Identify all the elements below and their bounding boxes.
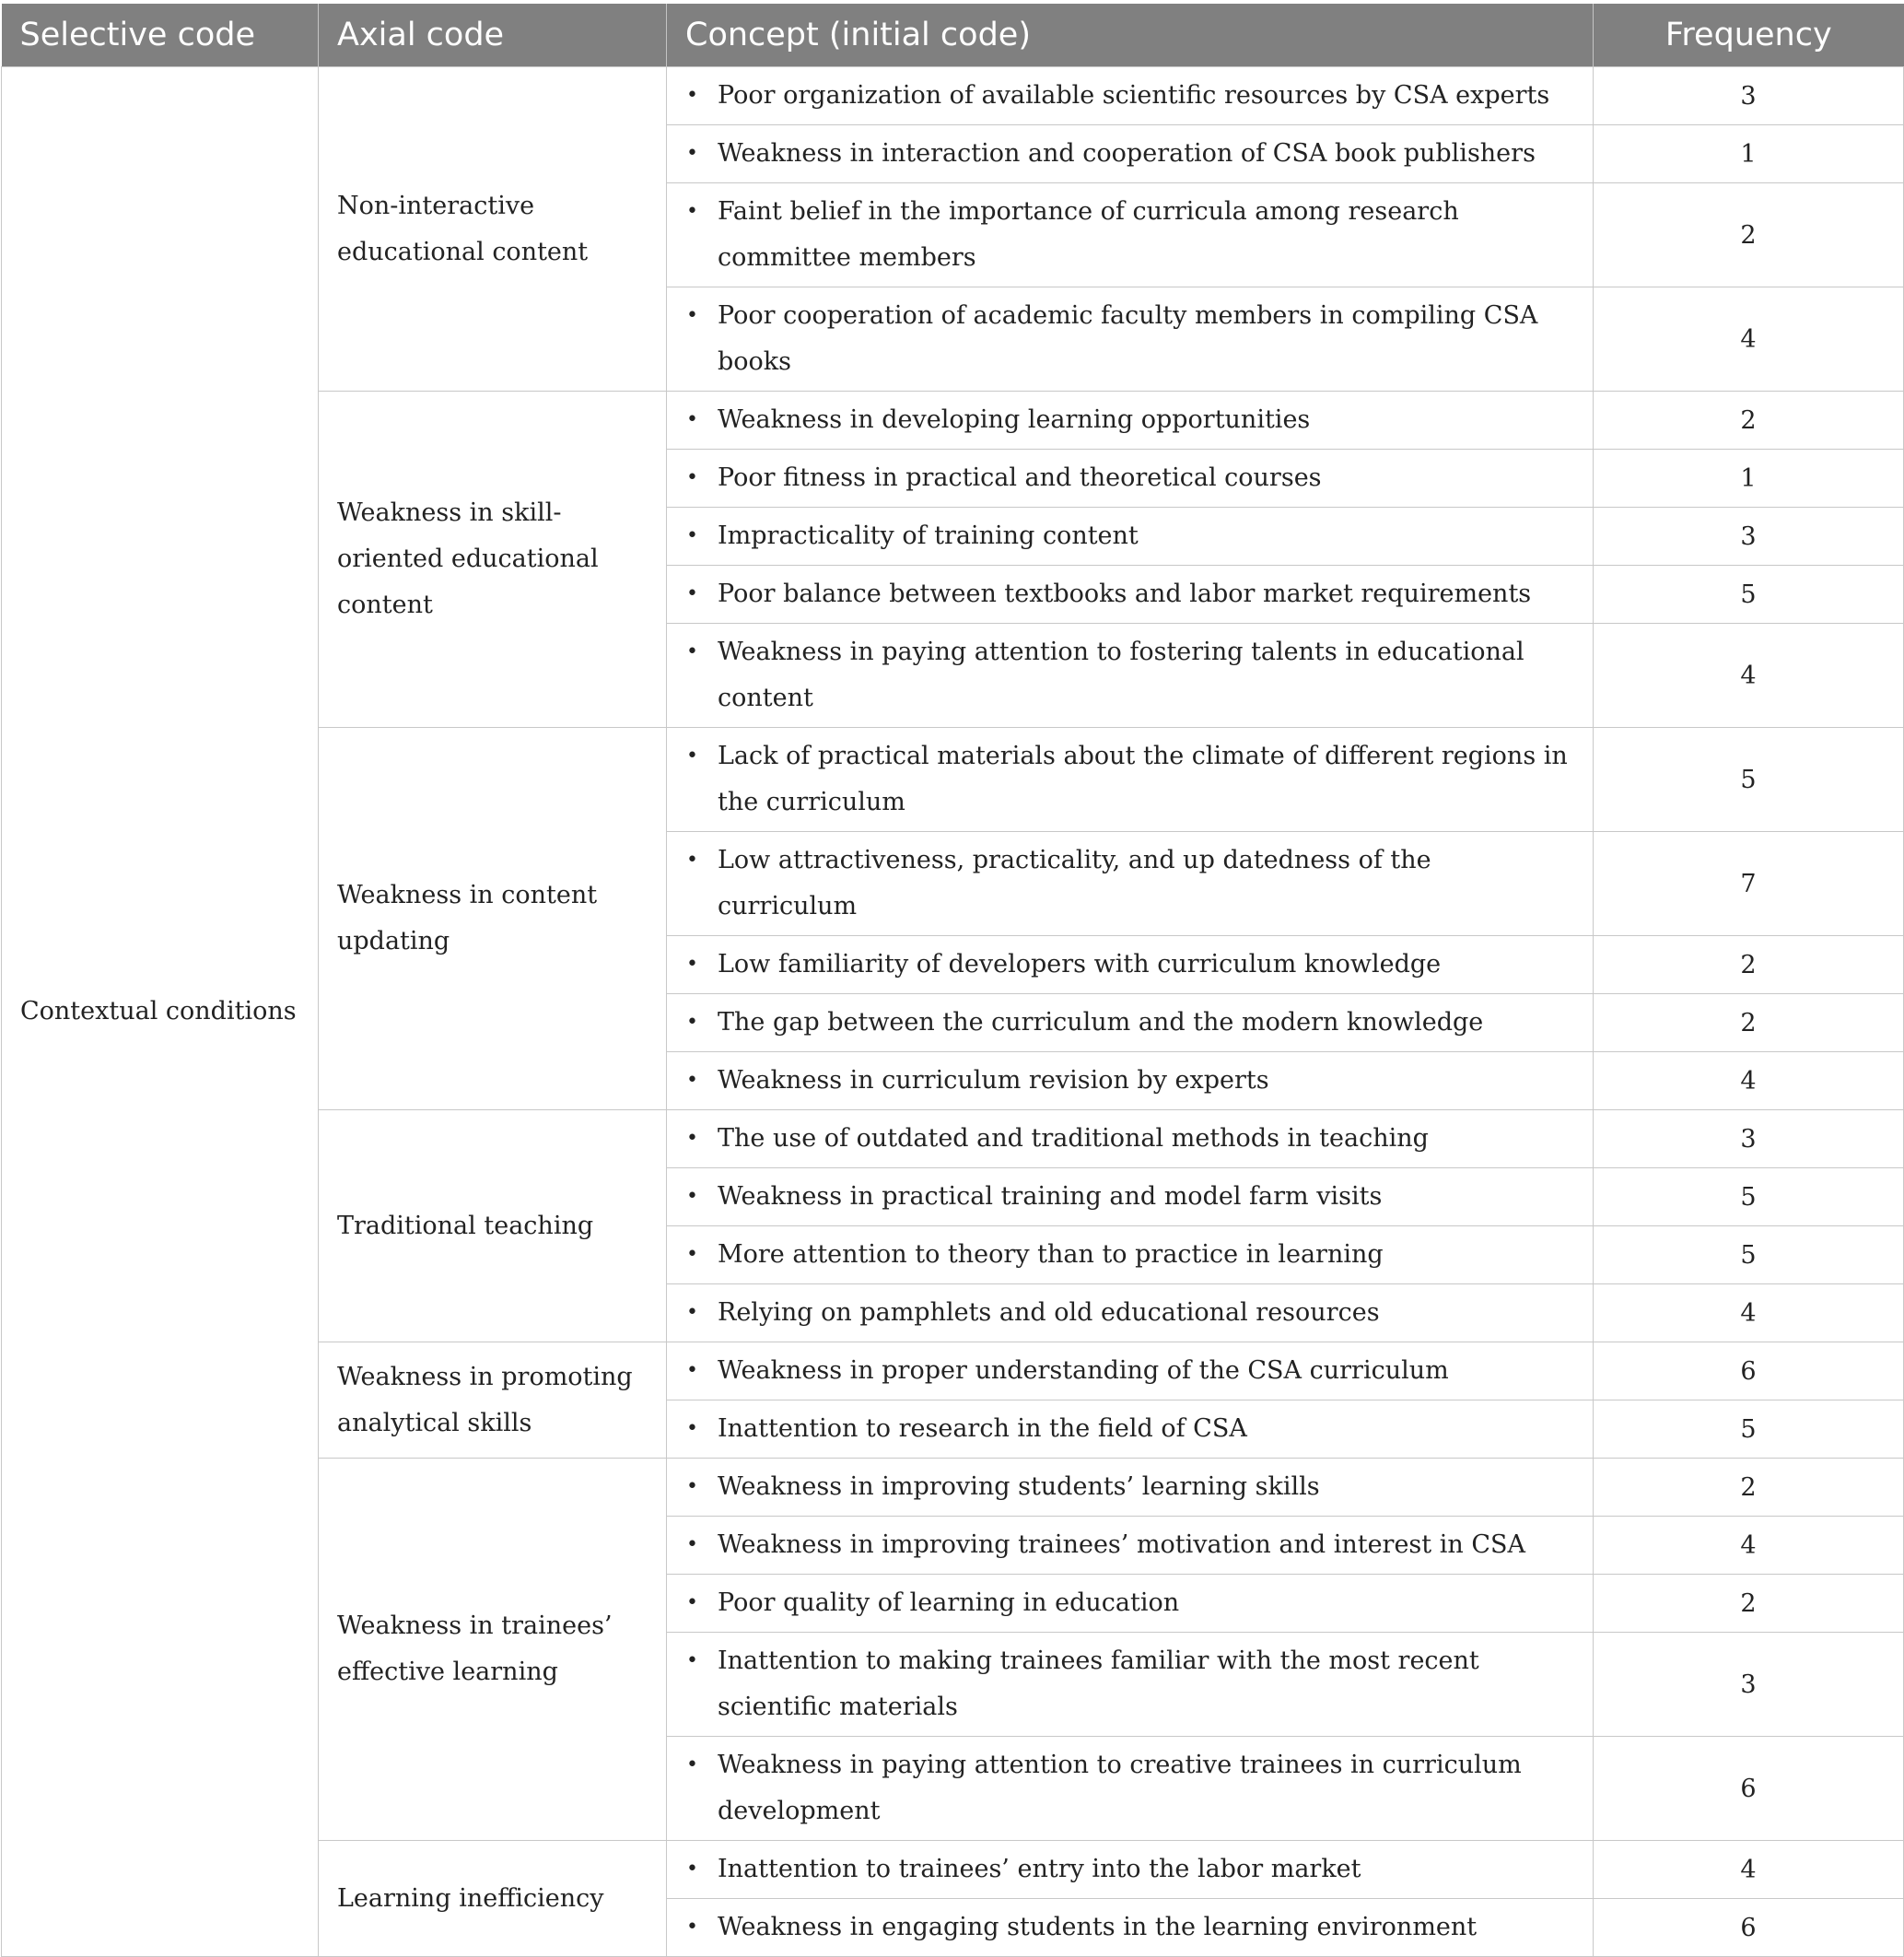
concept-cell: [667, 1052, 1594, 1110]
axial-code-cell: Learning inefficiency: [319, 1841, 667, 1957]
bullet-icon: •: [686, 524, 698, 547]
concept-text: Lack of practical materials about the climate of different regions in the curriculum: [718, 742, 1568, 816]
concept-cell: [667, 1400, 1594, 1459]
bullet-icon: •: [686, 466, 698, 489]
axial-code-cell: Weakness in skill-oriented educational content: [319, 392, 667, 728]
frequency-cell: 4: [1594, 624, 1904, 728]
bullet-icon: •: [686, 1753, 698, 1776]
concept-cell: [667, 392, 1594, 450]
bullet-icon: •: [686, 1475, 698, 1498]
concept-cell: [667, 1841, 1594, 1899]
bullet-icon: •: [686, 744, 698, 768]
frequency-cell: 5: [1594, 728, 1904, 832]
frequency-cell: 4: [1594, 1841, 1904, 1899]
bullet-icon: •: [686, 1301, 698, 1324]
axial-code-cell: Weakness in trainees’ effective learning: [319, 1459, 667, 1841]
concept-text: Weakness in proper understanding of the CSA curriculum: [718, 1356, 1449, 1385]
concept-text: Low attractiveness, practicality, and up datedness of the curriculum: [718, 846, 1431, 920]
header-concept: Concept (initial code): [667, 4, 1594, 67]
concept-text: Weakness in practical training and model farm visits: [718, 1182, 1383, 1211]
bullet-icon: •: [686, 1649, 698, 1672]
frequency-cell: 3: [1594, 67, 1904, 125]
concept-cell: [667, 566, 1594, 624]
frequency-cell: 4: [1594, 1052, 1904, 1110]
bullet-icon: •: [686, 1591, 698, 1614]
concept-cell: [667, 1226, 1594, 1284]
concept-text: Inattention to trainees’ entry into the labor market: [718, 1855, 1361, 1883]
frequency-cell: 2: [1594, 183, 1904, 287]
table-row: [2, 67, 1904, 125]
bullet-icon: •: [686, 640, 698, 663]
concept-cell: [667, 994, 1594, 1052]
concept-cell: [667, 1517, 1594, 1575]
bullet-icon: •: [686, 304, 698, 327]
concept-text: Weakness in curriculum revision by experts: [718, 1066, 1269, 1095]
selective-code-cell: Contextual conditions: [2, 67, 319, 1957]
concept-text: Low familiarity of developers with curriculum knowledge: [718, 950, 1442, 978]
frequency-cell: 5: [1594, 1168, 1904, 1226]
concept-cell: [667, 1633, 1594, 1737]
table-body: [2, 67, 1904, 1957]
bullet-icon: •: [686, 953, 698, 976]
header-row: [2, 4, 1904, 67]
concept-text: The use of outdated and traditional methods in teaching: [718, 1124, 1429, 1153]
bullet-icon: •: [686, 1185, 698, 1208]
concept-text: Poor cooperation of academic faculty members in compiling CSA books: [718, 301, 1538, 376]
concept-text: Poor organization of available scientific resources by CSA experts: [718, 81, 1550, 110]
concept-cell: [667, 728, 1594, 832]
bullet-icon: •: [686, 200, 698, 223]
concept-text: Poor balance between textbooks and labor market requirements: [718, 580, 1532, 608]
bullet-icon: •: [686, 84, 698, 107]
frequency-cell: 6: [1594, 1737, 1904, 1841]
frequency-cell: 6: [1594, 1342, 1904, 1400]
header-axial-code: Axial code: [319, 4, 667, 67]
concept-text: Poor quality of learning in education: [718, 1588, 1180, 1617]
frequency-cell: 4: [1594, 1517, 1904, 1575]
bullet-icon: •: [686, 1243, 698, 1266]
header-selective-code: Selective code: [2, 4, 319, 67]
concept-text: Impracticality of training content: [718, 521, 1139, 550]
concept-cell: [667, 125, 1594, 183]
concept-text: Inattention to making trainees familiar with the most recent scientific materials: [718, 1646, 1479, 1721]
concept-cell: [667, 832, 1594, 936]
concept-cell: [667, 624, 1594, 728]
concept-text: The gap between the curriculum and the modern knowledge: [718, 1008, 1484, 1037]
frequency-cell: 7: [1594, 832, 1904, 936]
bullet-icon: •: [686, 1916, 698, 1939]
frequency-cell: 1: [1594, 125, 1904, 183]
frequency-cell: 5: [1594, 1400, 1904, 1459]
concept-text: Weakness in developing learning opportunities: [718, 405, 1311, 434]
concept-cell: [667, 1575, 1594, 1633]
concept-text: Weakness in paying attention to creative trainees in curriculum development: [718, 1751, 1522, 1825]
codes-table: [1, 4, 1904, 1957]
bullet-icon: •: [686, 1857, 698, 1881]
concept-cell: [667, 936, 1594, 994]
frequency-cell: 4: [1594, 287, 1904, 392]
frequency-cell: 2: [1594, 1575, 1904, 1633]
concept-cell: [667, 1899, 1594, 1957]
bullet-icon: •: [686, 1011, 698, 1034]
bullet-icon: •: [686, 1069, 698, 1092]
concept-text: Weakness in improving trainees’ motivation and interest in CSA: [718, 1530, 1525, 1559]
concept-text: Inattention to research in the field of CSA: [718, 1414, 1247, 1443]
header-frequency: Frequency: [1594, 4, 1904, 67]
bullet-icon: •: [686, 1127, 698, 1150]
frequency-cell: 2: [1594, 392, 1904, 450]
concept-cell: [667, 1168, 1594, 1226]
concept-cell: [667, 287, 1594, 392]
bullet-icon: •: [686, 582, 698, 605]
concept-text: Weakness in engaging students in the learning environment: [718, 1913, 1478, 1941]
bullet-icon: •: [686, 1359, 698, 1382]
concept-cell: [667, 67, 1594, 125]
frequency-cell: 1: [1594, 450, 1904, 508]
axial-code-cell: Weakness in promoting analytical skills: [319, 1342, 667, 1459]
bullet-icon: •: [686, 1533, 698, 1556]
frequency-cell: 2: [1594, 994, 1904, 1052]
axial-code-cell: Weakness in content updating: [319, 728, 667, 1110]
concept-text: Weakness in improving students’ learning skills: [718, 1472, 1320, 1501]
bullet-icon: •: [686, 849, 698, 872]
concept-text: Relying on pamphlets and old educational resources: [718, 1298, 1380, 1327]
frequency-cell: 4: [1594, 1284, 1904, 1342]
concept-cell: [667, 1284, 1594, 1342]
concept-text: Weakness in paying attention to fostering talents in educational content: [718, 638, 1524, 712]
concept-text: Weakness in interaction and cooperation of CSA book publishers: [718, 139, 1536, 168]
axial-code-cell: Traditional teaching: [319, 1110, 667, 1342]
concept-cell: [667, 450, 1594, 508]
concept-cell: [667, 1110, 1594, 1168]
frequency-cell: 3: [1594, 1633, 1904, 1737]
frequency-cell: 2: [1594, 936, 1904, 994]
concept-cell: [667, 1737, 1594, 1841]
bullet-icon: •: [686, 1417, 698, 1440]
frequency-cell: 6: [1594, 1899, 1904, 1957]
concept-text: Faint belief in the importance of curricula among research committee members: [718, 197, 1459, 272]
frequency-cell: 2: [1594, 1459, 1904, 1517]
bullet-icon: •: [686, 142, 698, 165]
concept-text: Poor fitness in practical and theoretical courses: [718, 463, 1322, 492]
concept-cell: [667, 1459, 1594, 1517]
axial-code-cell: Non-interactive educational content: [319, 67, 667, 392]
concept-text: More attention to theory than to practice in learning: [718, 1240, 1384, 1269]
concept-cell: [667, 1342, 1594, 1400]
concept-cell: [667, 183, 1594, 287]
frequency-cell: 3: [1594, 508, 1904, 566]
frequency-cell: 3: [1594, 1110, 1904, 1168]
concept-cell: [667, 508, 1594, 566]
bullet-icon: •: [686, 408, 698, 431]
frequency-cell: 5: [1594, 1226, 1904, 1284]
frequency-cell: 5: [1594, 566, 1904, 624]
